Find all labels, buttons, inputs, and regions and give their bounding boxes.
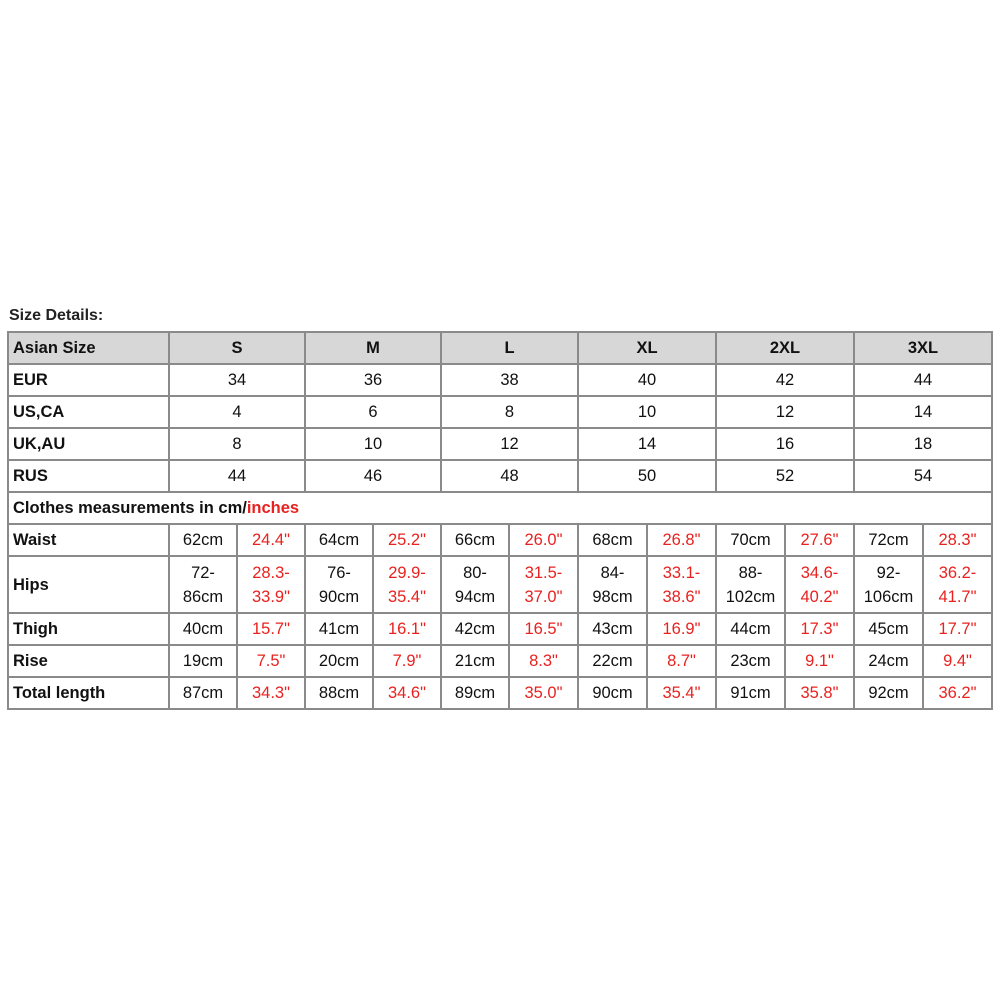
conversion-row — [8, 428, 992, 460]
row-label: Waist — [8, 524, 169, 556]
section-suffix: inches — [246, 499, 300, 517]
cm-line: 106cm — [863, 587, 914, 606]
inch-cell: 35.0" — [509, 677, 578, 709]
size-header-cell: L — [441, 332, 578, 364]
inch-cell — [237, 556, 305, 613]
table-cell: 40 — [578, 364, 716, 396]
cm-cell: 42cm — [441, 613, 509, 645]
measurement-row — [8, 524, 992, 556]
conversion-row — [8, 460, 992, 492]
inch-cell: 7.9" — [373, 645, 441, 677]
cm-cell — [578, 556, 647, 613]
inch-cell: 34.3" — [237, 677, 305, 709]
inch-line: 38.6" — [662, 587, 701, 606]
table-cell: 44 — [854, 364, 992, 396]
inch-line: 33.1- — [662, 563, 701, 582]
table-cell: 36 — [305, 364, 441, 396]
table-cell: 18 — [854, 428, 992, 460]
section-prefix: Clothes measurements in cm/ — [13, 499, 247, 517]
inch-cell: 36.2" — [923, 677, 992, 709]
table-cell: 38 — [441, 364, 578, 396]
cm-cell: 72cm — [854, 524, 923, 556]
table-cell: 8 — [169, 428, 305, 460]
cm-cell: 90cm — [578, 677, 647, 709]
inch-line: 31.5- — [524, 563, 563, 582]
cm-line: 86cm — [182, 587, 224, 606]
header-label: Asian Size — [8, 332, 169, 364]
conversion-row — [8, 364, 992, 396]
table-cell: 14 — [578, 428, 716, 460]
cm-cell: 88cm — [305, 677, 373, 709]
cm-cell: 89cm — [441, 677, 509, 709]
cm-cell: 24cm — [854, 645, 923, 677]
table-cell: 10 — [578, 396, 716, 428]
row-label: UK,AU — [8, 428, 169, 460]
table-cell: 12 — [441, 428, 578, 460]
inch-cell — [509, 556, 578, 613]
size-header-cell: 3XL — [854, 332, 992, 364]
inch-line: 28.3- — [252, 563, 290, 582]
measurement-row — [8, 613, 992, 645]
cm-line: 90cm — [318, 587, 360, 606]
inch-cell: 8.3" — [509, 645, 578, 677]
cm-line: 88- — [738, 563, 763, 582]
inch-cell: 26.0" — [509, 524, 578, 556]
table-cell: 4 — [169, 396, 305, 428]
size-header-cell: M — [305, 332, 441, 364]
inch-cell: 9.4" — [923, 645, 992, 677]
cm-line: 80- — [463, 563, 487, 582]
row-label: US,CA — [8, 396, 169, 428]
cm-line: 102cm — [725, 587, 776, 606]
inch-cell: 9.1" — [785, 645, 854, 677]
inch-line: 35.4" — [388, 587, 426, 606]
cm-cell: 22cm — [578, 645, 647, 677]
cm-cell: 92cm — [854, 677, 923, 709]
inch-cell: 34.6" — [373, 677, 441, 709]
inch-cell: 28.3" — [923, 524, 992, 556]
table-cell: 8 — [441, 396, 578, 428]
table-cell: 16 — [716, 428, 854, 460]
cm-cell: 70cm — [716, 524, 785, 556]
row-label: Total length — [8, 677, 169, 709]
table-cell: 48 — [441, 460, 578, 492]
row-label: Hips — [8, 556, 169, 613]
cm-cell — [441, 556, 509, 613]
row-label: Rise — [8, 645, 169, 677]
table-cell: 46 — [305, 460, 441, 492]
inch-cell: 16.5" — [509, 613, 578, 645]
size-chart-table — [7, 331, 993, 710]
inch-cell: 17.7" — [923, 613, 992, 645]
table-cell: 54 — [854, 460, 992, 492]
cm-line: 72- — [191, 563, 215, 582]
inch-line: 37.0" — [524, 587, 563, 606]
table-cell: 10 — [305, 428, 441, 460]
inch-cell: 7.5" — [237, 645, 305, 677]
cm-cell — [305, 556, 373, 613]
size-header-cell: XL — [578, 332, 716, 364]
inch-line: 36.2- — [938, 563, 977, 582]
inch-cell — [785, 556, 854, 613]
row-label: EUR — [8, 364, 169, 396]
cm-line: 94cm — [454, 587, 496, 606]
inch-cell: 17.3" — [785, 613, 854, 645]
cm-cell: 45cm — [854, 613, 923, 645]
cm-cell: 66cm — [441, 524, 509, 556]
cm-cell: 23cm — [716, 645, 785, 677]
inch-cell: 16.1" — [373, 613, 441, 645]
inch-cell: 35.4" — [647, 677, 716, 709]
row-label: RUS — [8, 460, 169, 492]
table-cell: 52 — [716, 460, 854, 492]
measurement-row — [8, 645, 992, 677]
table-cell: 34 — [169, 364, 305, 396]
inch-line: 33.9" — [252, 587, 290, 606]
cm-cell — [169, 556, 237, 613]
cm-cell: 43cm — [578, 613, 647, 645]
cm-cell: 44cm — [716, 613, 785, 645]
measurement-row — [8, 677, 992, 709]
cm-cell — [854, 556, 923, 613]
cm-line: 98cm — [592, 587, 633, 606]
inch-cell: 25.2" — [373, 524, 441, 556]
table-cell: 6 — [305, 396, 441, 428]
inch-line: 34.6- — [800, 563, 839, 582]
cm-line: 76- — [327, 563, 351, 582]
cm-cell: 20cm — [305, 645, 373, 677]
table-cell: 44 — [169, 460, 305, 492]
page-title: Size Details: — [9, 307, 104, 324]
table-cell: 50 — [578, 460, 716, 492]
inch-cell — [373, 556, 441, 613]
inch-cell: 16.9" — [647, 613, 716, 645]
cm-cell: 40cm — [169, 613, 237, 645]
inch-cell: 26.8" — [647, 524, 716, 556]
inch-cell: 8.7" — [647, 645, 716, 677]
cm-cell: 64cm — [305, 524, 373, 556]
inch-cell: 24.4" — [237, 524, 305, 556]
size-header-row — [8, 332, 992, 364]
cm-cell — [716, 556, 785, 613]
inch-cell: 27.6" — [785, 524, 854, 556]
cm-cell: 68cm — [578, 524, 647, 556]
inch-line: 41.7" — [938, 587, 977, 606]
inch-cell — [923, 556, 992, 613]
conversion-row — [8, 396, 992, 428]
table-cell: 14 — [854, 396, 992, 428]
section-header-row — [8, 492, 992, 524]
cm-cell: 19cm — [169, 645, 237, 677]
cm-line: 92- — [876, 563, 901, 582]
cm-cell: 41cm — [305, 613, 373, 645]
measurement-row — [8, 556, 992, 613]
cm-cell: 62cm — [169, 524, 237, 556]
row-label: Thigh — [8, 613, 169, 645]
table-cell: 42 — [716, 364, 854, 396]
inch-line: 29.9- — [388, 563, 426, 582]
section-header — [8, 492, 992, 524]
size-header-cell: 2XL — [716, 332, 854, 364]
table-cell: 12 — [716, 396, 854, 428]
inch-cell: 15.7" — [237, 613, 305, 645]
cm-cell: 87cm — [169, 677, 237, 709]
size-header-cell: S — [169, 332, 305, 364]
inch-line: 40.2" — [800, 587, 839, 606]
inch-cell — [647, 556, 716, 613]
inch-cell: 35.8" — [785, 677, 854, 709]
cm-cell: 21cm — [441, 645, 509, 677]
cm-line: 84- — [600, 563, 625, 582]
cm-cell: 91cm — [716, 677, 785, 709]
